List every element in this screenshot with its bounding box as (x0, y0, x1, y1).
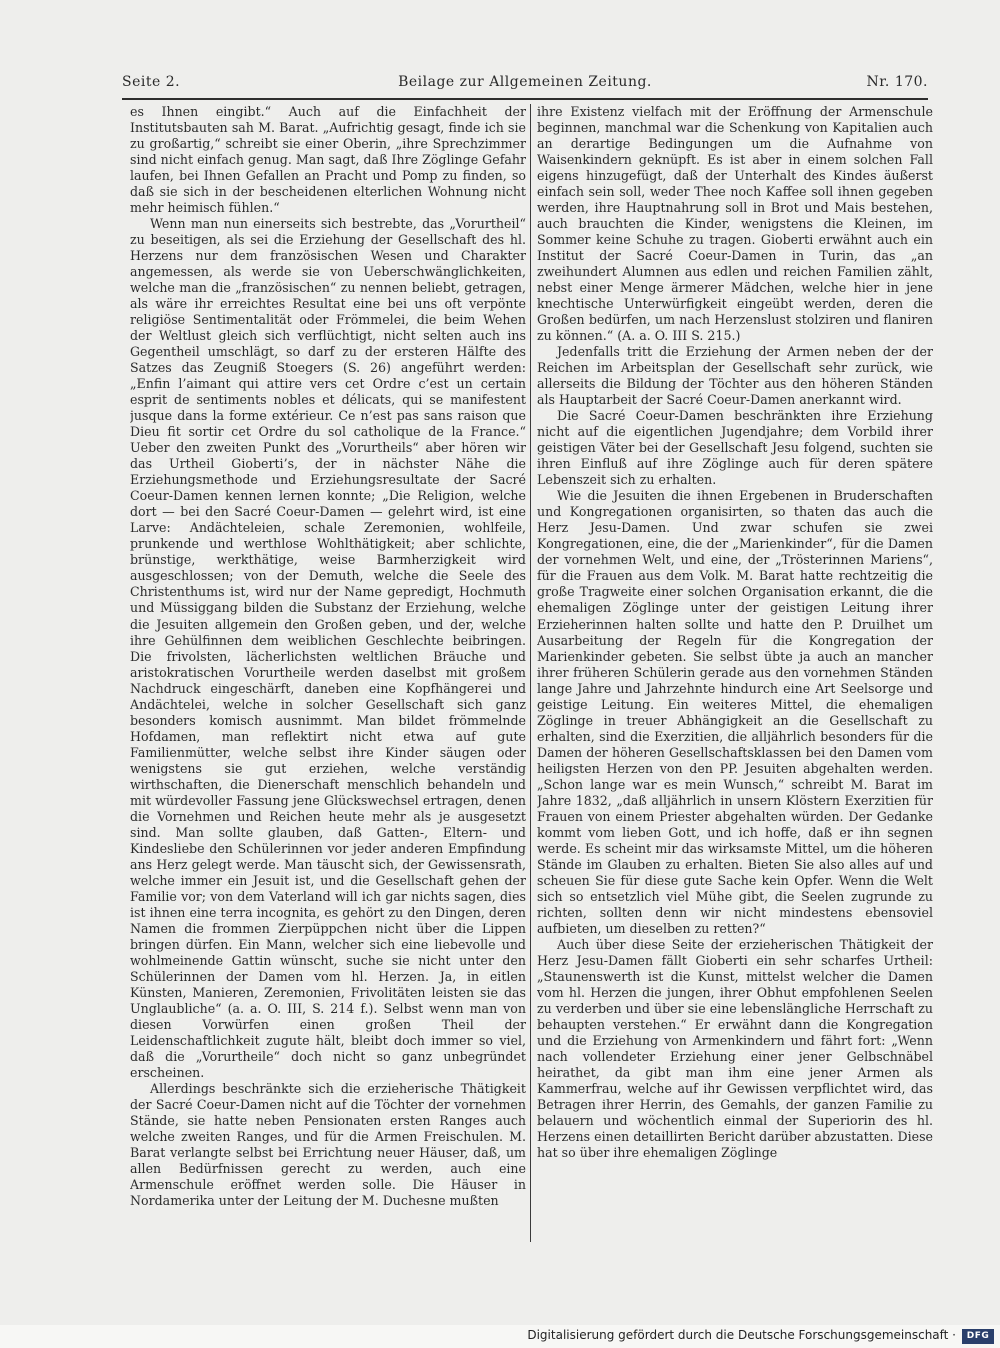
paragraph: es Ihnen eingibt.“ Auch auf die Einfachheit der Institutsbauten sah M. Barat. „Aufrichtig gesagt, finde ich sie zu großartig,“ schreibt sie einer Oberin, „ihre Sprechzimmer sind nicht einfach genug. Man sagt, daß Ihre Zöglinge Gefahr laufen, bei Ihnen Gefallen an Pracht und Pomp zu finden, so daß sie sich in der bescheidenen elterlichen Wohnung nicht mehr heimisch fühlen.“ (130, 104, 526, 216)
paragraph: ihre Existenz vielfach mit der Eröffnung der Armenschule beginnen, manchmal war die Schenkung von Kapitalien auch an derartige Bedingungen um die Aufnahme von Waisenkindern geknüpft. Es ist aber in einem solchen Fall eigens hinzugefügt, daß der Unterhalt des Kindes äußerst einfach sein soll, weder Thee noch Kaffee soll ihnen gegeben werden, ihre Hauptnahrung soll in Brot und Mais bestehen, auch brauchten die Kinder, wenigstens die Kleinen, im Sommer keine Schuhe zu tragen. Gioberti erwähnt auch ein Institut der Sacré Coeur-Damen in Turin, das „an zweihundert Alumnen aus edlen und reichen Familien zählt, nebst einer Menge ärmerer Mädchen, welche hier in jene knechtische Unterwürfigkeit eingeübt werden, deren die Großen bedürfen, um nach Herzenslust stolziren und flaniren zu können.“ (A. a. O. III S. 215.) (537, 104, 933, 344)
paragraph: Wenn man nun einerseits sich bestrebte, das „Vorurtheil“ zu beseitigen, als sei die Erziehung der Gesellschaft des hl. Herzens nur dem französischen Wesen und Charakter angemessen, als werde sie von Ueberschwänglichkeiten, welche man die „französischen“ zu nennen beliebt, getragen, als wäre ihr erreichtes Resultat eine bei uns oft verpönte religiöse Sentimentalität oder Frömmelei, die beim Wehen der Weltlust gleich sich verflüchtigt, nicht selten auch ins Gegentheil umschlägt, so darf zu der ersteren Hälfte des Satzes das Zeugniß Stoegers (S. 26) angeführt werden: „Enfin l’aimant qui attire vers cet Ordre c’est un certain esprit de sentiments nobles et délicats, qui se manifestent jusque dans la forme extérieur. Ce n’est pas sans raison que Dieu fit sortir cet Ordre du sol catholique de la France.“ Ueber den zweiten Punkt des „Vorurtheils“ aber hören wir das Urtheil Gioberti’s, der in nächster Nähe die Erziehungsmethode und Erziehungsresultate der Sacré Coeur-Damen kennen lernen konnte; „Die Religion, welche dort — bei den Sacré Coeur-Damen — gelehrt wird, ist eine Larve: Andächteleien, schale Zeremonien, wohlfeile, prunkende und werthlose Wohlthätigkeit; aber schlichte, brünstige, werkthätige, weise Barmherzigkeit wird ausgeschlossen; von der Demuth, welche die Seele des Christenthums ist, wird nur der Name gepredigt, Hochmuth und Müssiggang bilden die Substanz der Erziehung, welche die Jesuiten allgemein den Großen geben, und der, welche ihre Gehülfinnen dem weiblichen Geschlechte beibringen. Die frivolsten, lächerlichsten weltlichen Bräuche und aristokratischen Vorurtheile werden daselbst mit großem Nachdruck eingeschärft, daneben eine Kopfhängerei und Andächtelei, welche in solcher Gesellschaft sich ganz besonders komisch ausnimmt. Man bildet frömmelnde Hofdamen, man reflektirt nicht etwa auf gute Familienmütter, welche selbst ihre Kinder säugen oder wenigstens sie gut erziehen, welche verständig wirthschaften, die Dienerschaft menschlich behandeln und mit würdevoller Fassung jene Glückswechsel ertragen, denen die Vornehmen und Reichen heute mehr als je ausgesetzt sind. Man sollte glauben, daß Gatten-, Eltern- und Kindesliebe den Schülerinnen vor jeder anderen Empfindung ans Herz gelegt werde. Man täuscht sich, der Gewissensrath, welche immer ein Jesuit ist, und die Gesellschaft gehen der Familie vor; von dem Vaterland will ich gar nichts sagen, dies ist ihnen eine terra incognita, es gehört zu den Dingen, deren Namen die frommen Zierpüppchen nicht über die Lippen bringen dürfen. Ein Mann, welcher sich eine liebevolle und wohlmeinende Gattin wünscht, suche sie nicht unter den Schülerinnen der Damen vom hl. Herzen. Ja, in eitlen Künsten, Manieren, Zeremonien, Frivolitäten leisten sie das Unglaubliche“ (a. a. O. III, S. 214 f.). Selbst wenn man von diesen Vorwürfen einen großen Theil der Leidenschaftlichkeit zugute hält, bleibt doch immer so viel, daß die „Vorurtheile“ doch nicht so ganz unbegründet erscheinen. (130, 216, 526, 1080)
paragraph: Auch über diese Seite der erzieherischen Thätigkeit der Herz Jesu-Damen fällt Gioberti ein sehr scharfes Urtheil: „Staunenswerth ist die Kunst, mittelst welcher die Damen vom hl. Herzen die jungen, ihrer Obhut empfohlenen Seelen zu verderben und über sie eine lebenslängliche Herrschaft zu behaupten verstehen.“ Er erwähnt dann die Kongregation und die Erziehung von Armenkindern und fährt fort: „Wenn nach vollendeter Erziehung einer jener Gelbschnäbel heirathet, da gibt man ihm eine jener Armen als Kammerfrau, welche auf ihr Gewissen verpflichtet wird, das Betragen ihrer Herrin, des Gemahls, der ganzen Familie zu belauern und wöchentlich einmal der Superiorin des hl. Herzens einen detaillirten Bericht darüber abzustatten. Diese hat so über ihre ehemaligen Zöglinge (537, 936, 933, 1161)
left-column (130, 104, 526, 1242)
paragraph: Allerdings beschränkte sich die erzieherische Thätigkeit der Sacré Coeur-Damen nicht auf die Töchter der vornehmen Stände, sie hatte neben Pensionaten ersten Ranges auch welche zweiten Ranges, und für die Armen Freischulen. M. Barat verlangte selbst bei Errichtung neuer Häuser, daß, um allen Bedürfnissen gerecht zu werden, auch eine Armenschule eröffnet werden solle. Die Häuser in Nordamerika unter der Leitung der M. Duchesne mußten (130, 1080, 526, 1209)
paragraph: Jedenfalls tritt die Erziehung der Armen neben der der Reichen im Arbeitsplan der Gesellschaft sehr zurück, wie allerseits die Bildung der Töchter aus den höheren Ständen als Hauptarbeit der Sacré Coeur-Damen anerkannt wird. (537, 344, 933, 408)
page-header (122, 74, 928, 98)
paragraph: Wie die Jesuiten die ihnen Ergebenen in Bruderschaften und Kongregationen organisirten, so thaten das auch die Herz Jesu-Damen. Und zwar schufen sie zwei Kongregationen, eine, die der „Marienkinder“, für die Damen der vornehmen Welt, und eine, der „Trösterinnen Mariens“, für die Frauen aus dem Volk. M. Barat hatte rechtzeitig die große Tragweite einer solchen Organisation erkannt, die die ehemaligen Zöglinge unter der geistigen Leitung ihrer Erzieherinnen halten sollte und hatte den P. Druilhet um Ausarbeitung der Regeln für die Kongregation der Marienkinder gebeten. Sie selbst übte ja auch an mancher ihrer früheren Schülerin gerade aus den vornehmen Ständen lange Jahre und Jahrzehnte hindurch eine Art Seelsorge und geistige Leitung. Ein weiteres Mittel, die ehemaligen Zöglinge in treuer Abhängigkeit an die Gesellschaft zu erhalten, sind die Exerzitien, die alljährlich besonders für die Damen der höheren Gesellschaftsklassen bei den Damen vom heiligsten Herzen von den PP. Jesuiten abgehalten werden. „Schon lange war es mein Wunsch,“ schreibt M. Barat im Jahre 1832, „daß alljährlich in unsern Klöstern Exerzitien für Frauen von einem Priester abgehalten würden. Der Gedanke kommt vom lieben Gott, und ich hoffe, daß er ihn segnen werde. Es scheint mir das wirksamste Mittel, um die höheren Stände im Glauben zu erhalten. Bieten Sie also alles auf und scheuen Sie für diese gute Sache kein Opfer. Wenn die Welt sich so entsetzlich viel Mühe gibt, die Seelen zugrunde zu richten, sollten denn wir nicht mindestens ebensoviel aufbieten, um dieselben zu retten?“ (537, 488, 933, 936)
header-rule (122, 98, 928, 100)
paragraph: Die Sacré Coeur-Damen beschränkten ihre Erziehung nicht auf die eigentlichen Jugendjahre; dem Vorbild ihrer geistigen Väter bei der Gesellschaft Jesu folgend, suchten sie ihren Einfluß auf ihre Zöglinge auch für deren spätere Lebenszeit sich zu erhalten. (537, 408, 933, 488)
page-number: Seite 2. (122, 74, 181, 90)
funding-credit: Digitalisierung gefördert durch die Deutsche Forschungsgemeinschaft · (527, 1328, 956, 1342)
digitization-footer (0, 1325, 1000, 1348)
right-column (537, 104, 933, 1242)
dfg-logo: DFG (962, 1329, 994, 1344)
publication-title: Beilage zur Allgemeinen Zeitung. (398, 74, 652, 90)
column-divider (530, 104, 531, 1242)
issue-number: Nr. 170. (866, 74, 928, 90)
